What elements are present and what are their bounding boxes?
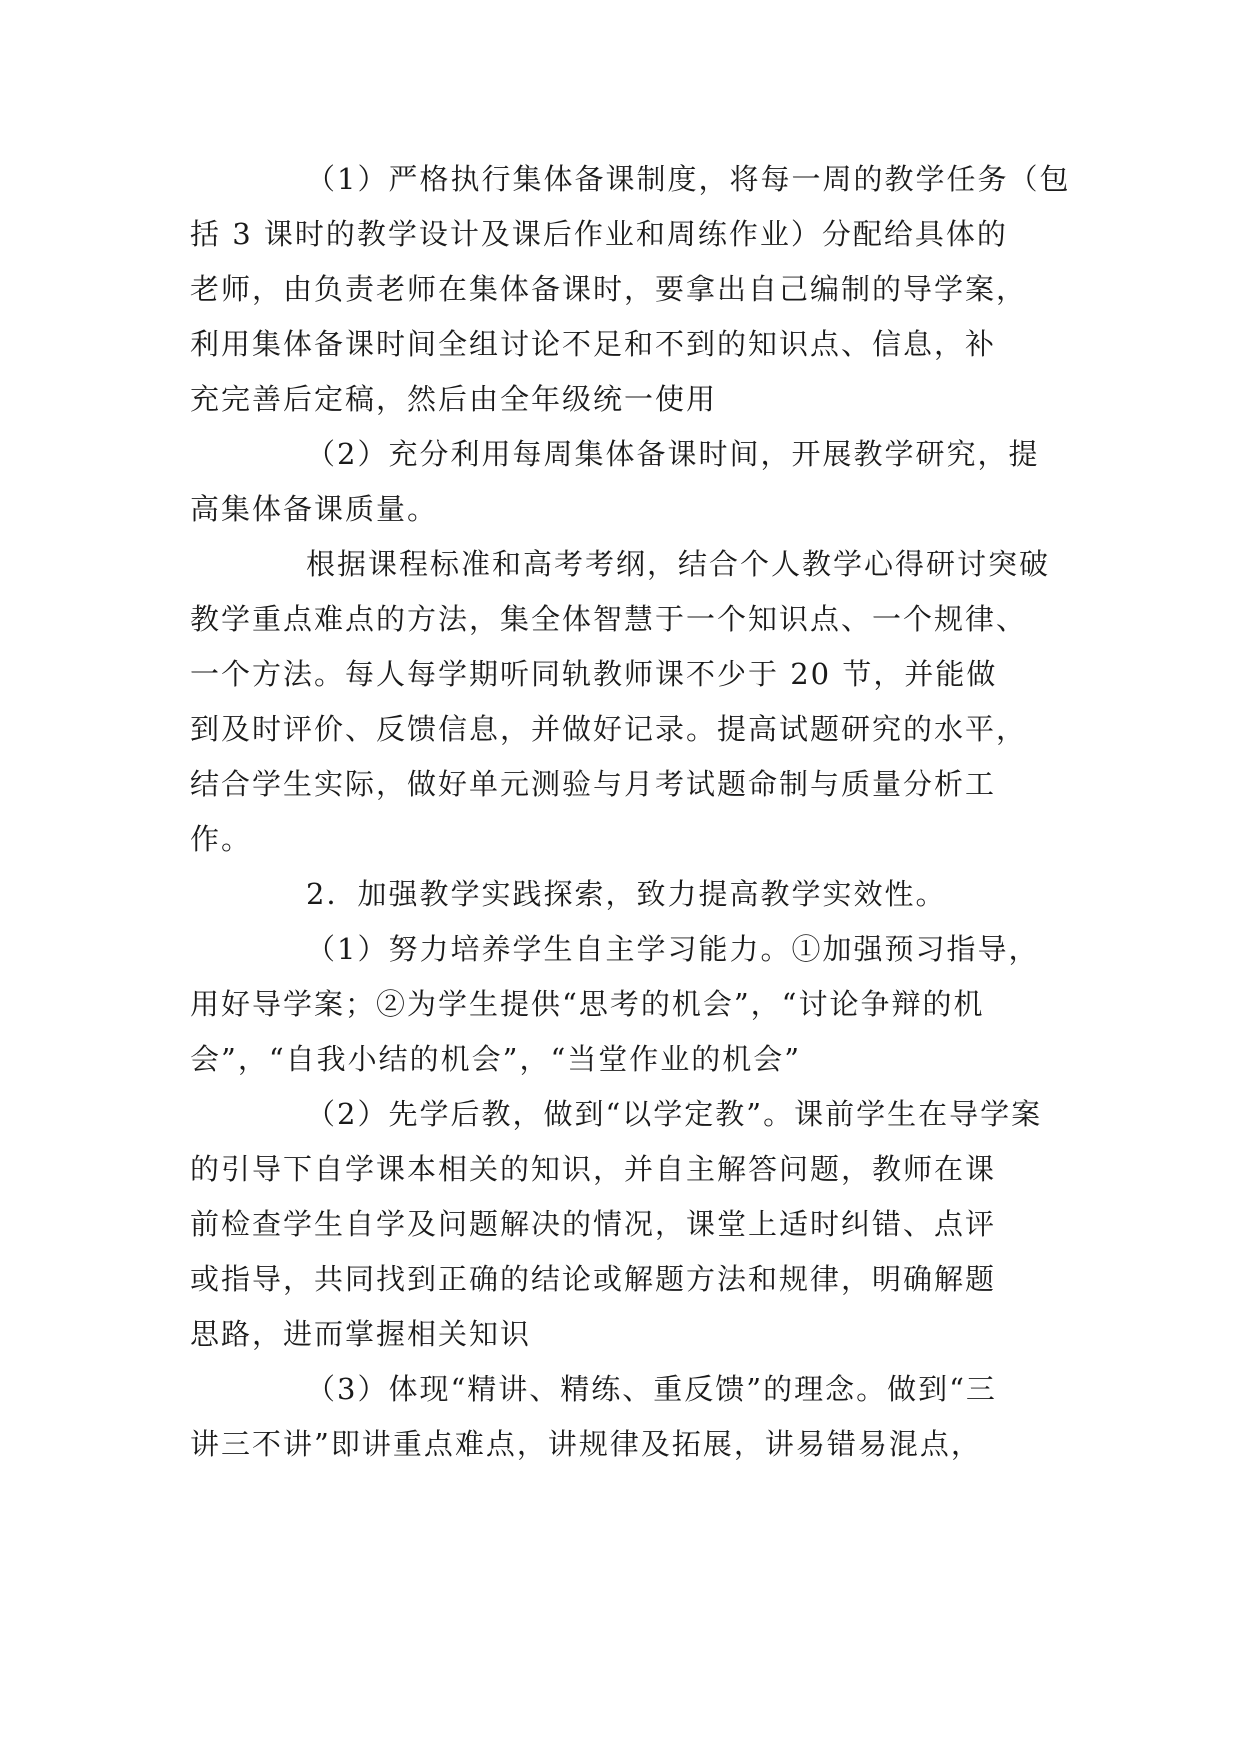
text-line: 前检查学生自学及问题解决的情况，课堂上适时纠错、点评: [190, 1207, 997, 1241]
text-line: （1）严格执行集体备课制度，将每一周的教学任务（包: [306, 162, 1071, 196]
text-line: （3）体现“精讲、精练、重反馈”的理念。做到“三: [306, 1372, 997, 1406]
text-line: 一个方法。每人每学期听同轨教师课不少于 20 节，并能做: [190, 657, 998, 691]
paragraph-teaching-research: [190, 427, 1050, 537]
text-line: 高集体备课质量。: [190, 492, 439, 526]
paragraph-concise-teaching: [190, 1362, 1050, 1472]
text-line: 作。: [190, 822, 253, 856]
text-line: 2．加强教学实践探索，致力提高教学实效性。: [306, 877, 947, 911]
text-line: 教学重点难点的方法，集全体智慧于一个知识点、一个规律、: [190, 602, 1028, 636]
document-body: [190, 152, 1071, 1472]
paragraph-learn-then-teach: [190, 1087, 1050, 1362]
text-line: 括 3 课时的教学设计及课后作业和周练作业）分配给具体的: [190, 217, 1008, 251]
text-line: （2）先学后教，做到“以学定教”。课前学生在导学案: [306, 1097, 1043, 1131]
text-line: （2）充分利用每周集体备课时间，开展教学研究，提: [306, 437, 1040, 471]
text-line: 会”，“自我小结的机会”，“当堂作业的机会”: [190, 1042, 802, 1076]
text-line: 讲三不讲”即讲重点难点，讲规律及拓展，讲易错易混点，: [190, 1427, 982, 1461]
text-line: 结合学生实际，做好单元测验与月考试题命制与质量分析工: [190, 767, 997, 801]
text-line: 或指导，共同找到正确的结论或解题方法和规律，明确解题: [190, 1262, 997, 1296]
section-heading-teaching-practice: [190, 867, 1050, 922]
text-line: 思路，进而掌握相关知识: [190, 1317, 532, 1351]
text-line: 利用集体备课时间全组讨论不足和不到的知识点、信息，补: [190, 327, 997, 361]
text-line: 的引导下自学课本相关的知识，并自主解答问题，教师在课: [190, 1152, 997, 1186]
text-line: 到及时评价、反馈信息，并做好记录。提高试题研究的水平，: [190, 712, 1028, 746]
text-line: 充完善后定稿，然后由全年级统一使用: [190, 382, 718, 416]
text-line: 根据课程标准和高考考纲，结合个人教学心得研讨突破: [306, 547, 1051, 581]
text-line: （1）努力培养学生自主学习能力。①加强预习指导，: [306, 932, 1040, 966]
paragraph-self-learning: [190, 922, 1050, 1087]
paragraph-curriculum-standards: [190, 537, 1050, 867]
text-line: 老师，由负责老师在集体备课时，要拿出自己编制的导学案，: [190, 272, 1028, 306]
text-line: 用好导学案；②为学生提供“思考的机会”，“讨论争辩的机: [190, 987, 985, 1021]
paragraph-collective-lesson-prep: [190, 152, 1071, 427]
